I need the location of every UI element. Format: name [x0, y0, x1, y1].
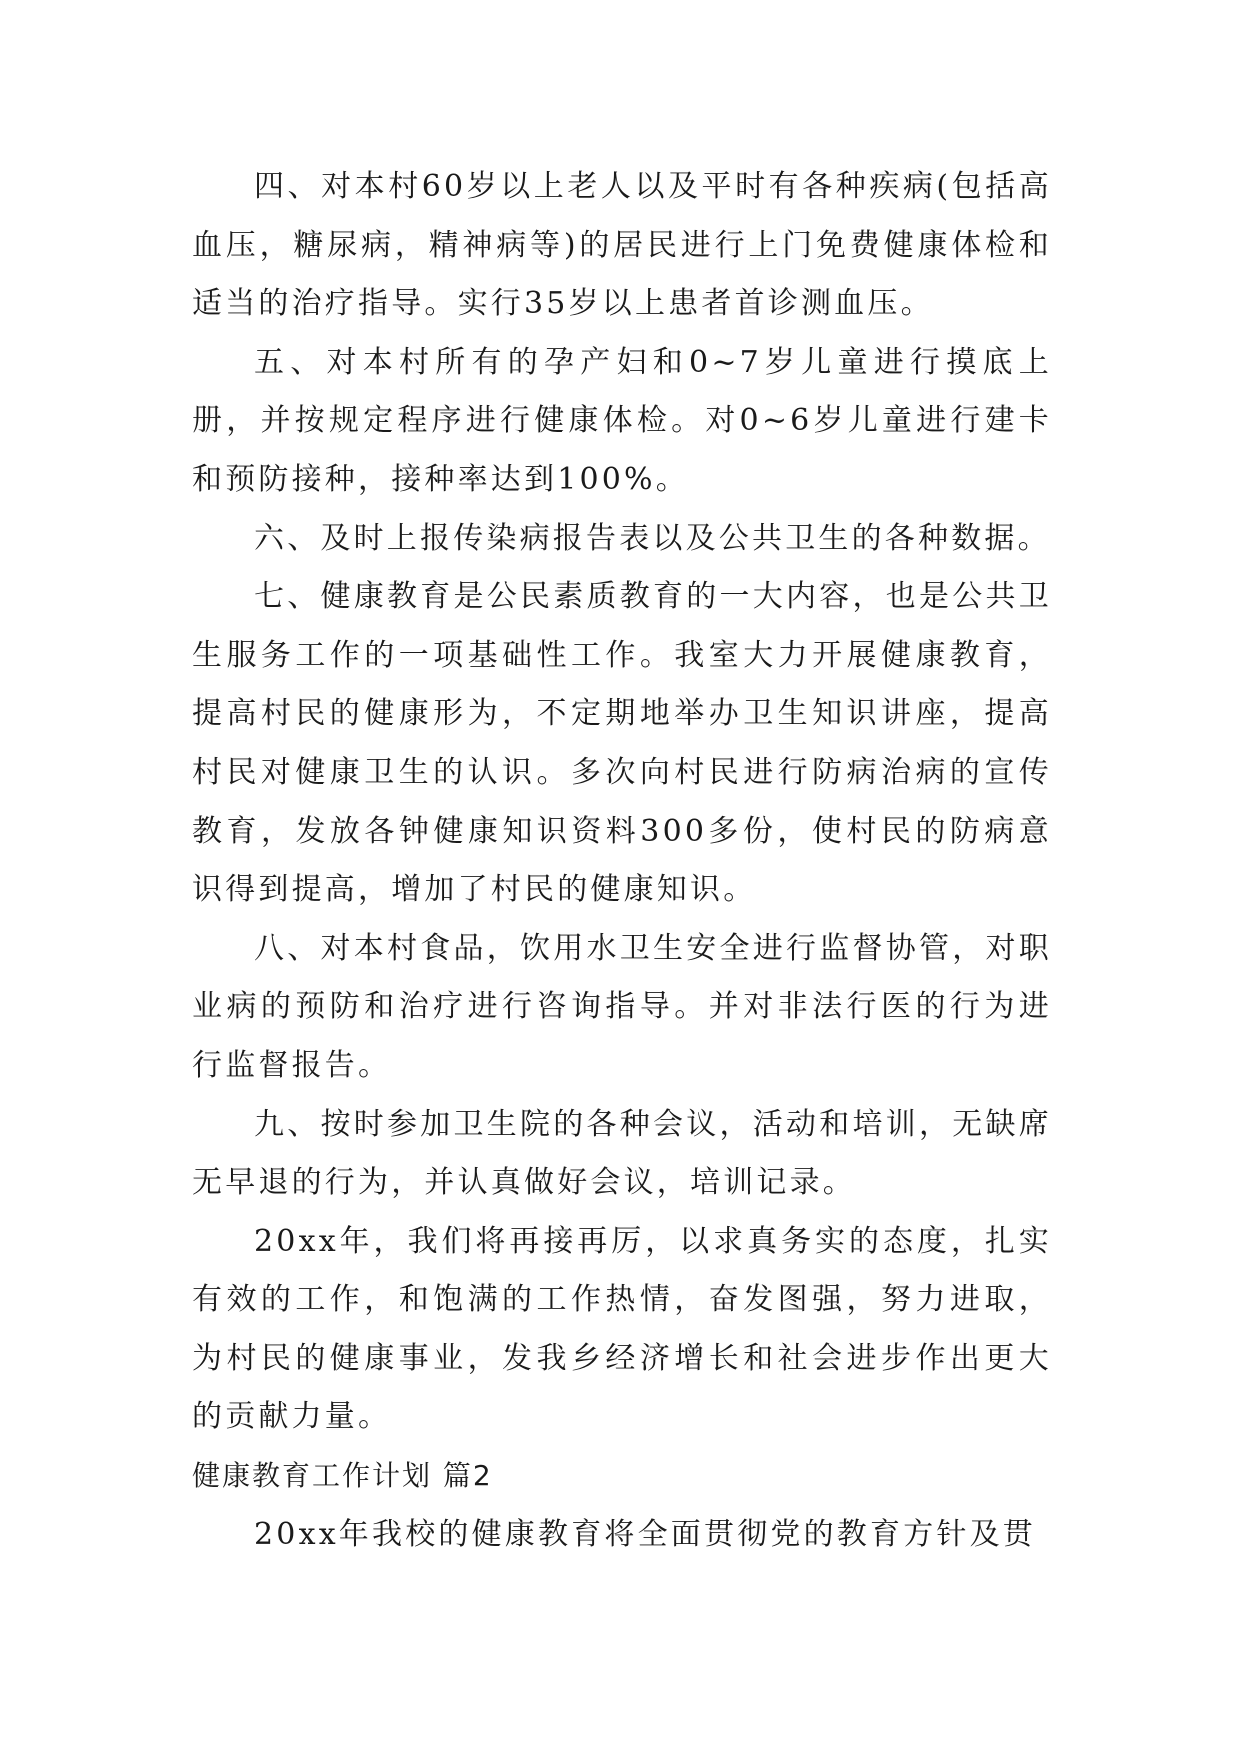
paragraph-item-8: 八、对本村食品，饮用水卫生安全进行监督协管，对职业病的预防和治疗进行咨询指导。并对非法行医的行为进行监督报告。: [192, 930, 1052, 1083]
document-body: [192, 158, 1052, 1564]
paragraph-item-5: 五、对本村所有的孕产妇和0~7岁儿童进行摸底上册，并按规定程序进行健康体检。对0~6岁儿童进行建卡和预防接种，接种率达到100%。: [192, 344, 1052, 497]
paragraph-item-9: 九、按时参加卫生院的各种会议，活动和培训，无缺席无早退的行为，并认真做好会议，培训记录。: [192, 1106, 1052, 1201]
paragraph-item-7: 七、健康教育是公民素质教育的一大内容，也是公共卫生服务工作的一项基础性工作。我室大力开展健康教育，提高村民的健康形为，不定期地举办卫生知识讲座，提高村民对健康卫生的认识。多次向村民进行防病治病的宣传教育，发放各钟健康知识资料300多份，使村民的防病意识得到提高，增加了村民的健康知识。: [192, 579, 1052, 908]
paragraph-plan-intro: 20xx年我校的健康教育将全面贯彻党的教育方针及贯: [254, 1516, 1037, 1552]
paragraph-item-6: 六、及时上报传染病报告表以及公共卫生的各种数据。: [254, 520, 1051, 556]
section-heading: 健康教育工作计划 篇2: [192, 1459, 493, 1493]
paragraph-conclusion: 20xx年，我们将再接再厉，以求真务实的态度，扎实有效的工作，和饱满的工作热情，奋发图强，努力进取，为村民的健康事业，发我乡经济增长和社会进步作出更大的贡献力量。: [192, 1223, 1052, 1435]
paragraph-item-4: 四、对本村60岁以上老人以及平时有各种疾病(包括高血压，糖尿病，精神病等)的居民进行上门免费健康体检和适当的治疗指导。实行35岁以上患者首诊测血压。: [192, 169, 1052, 322]
